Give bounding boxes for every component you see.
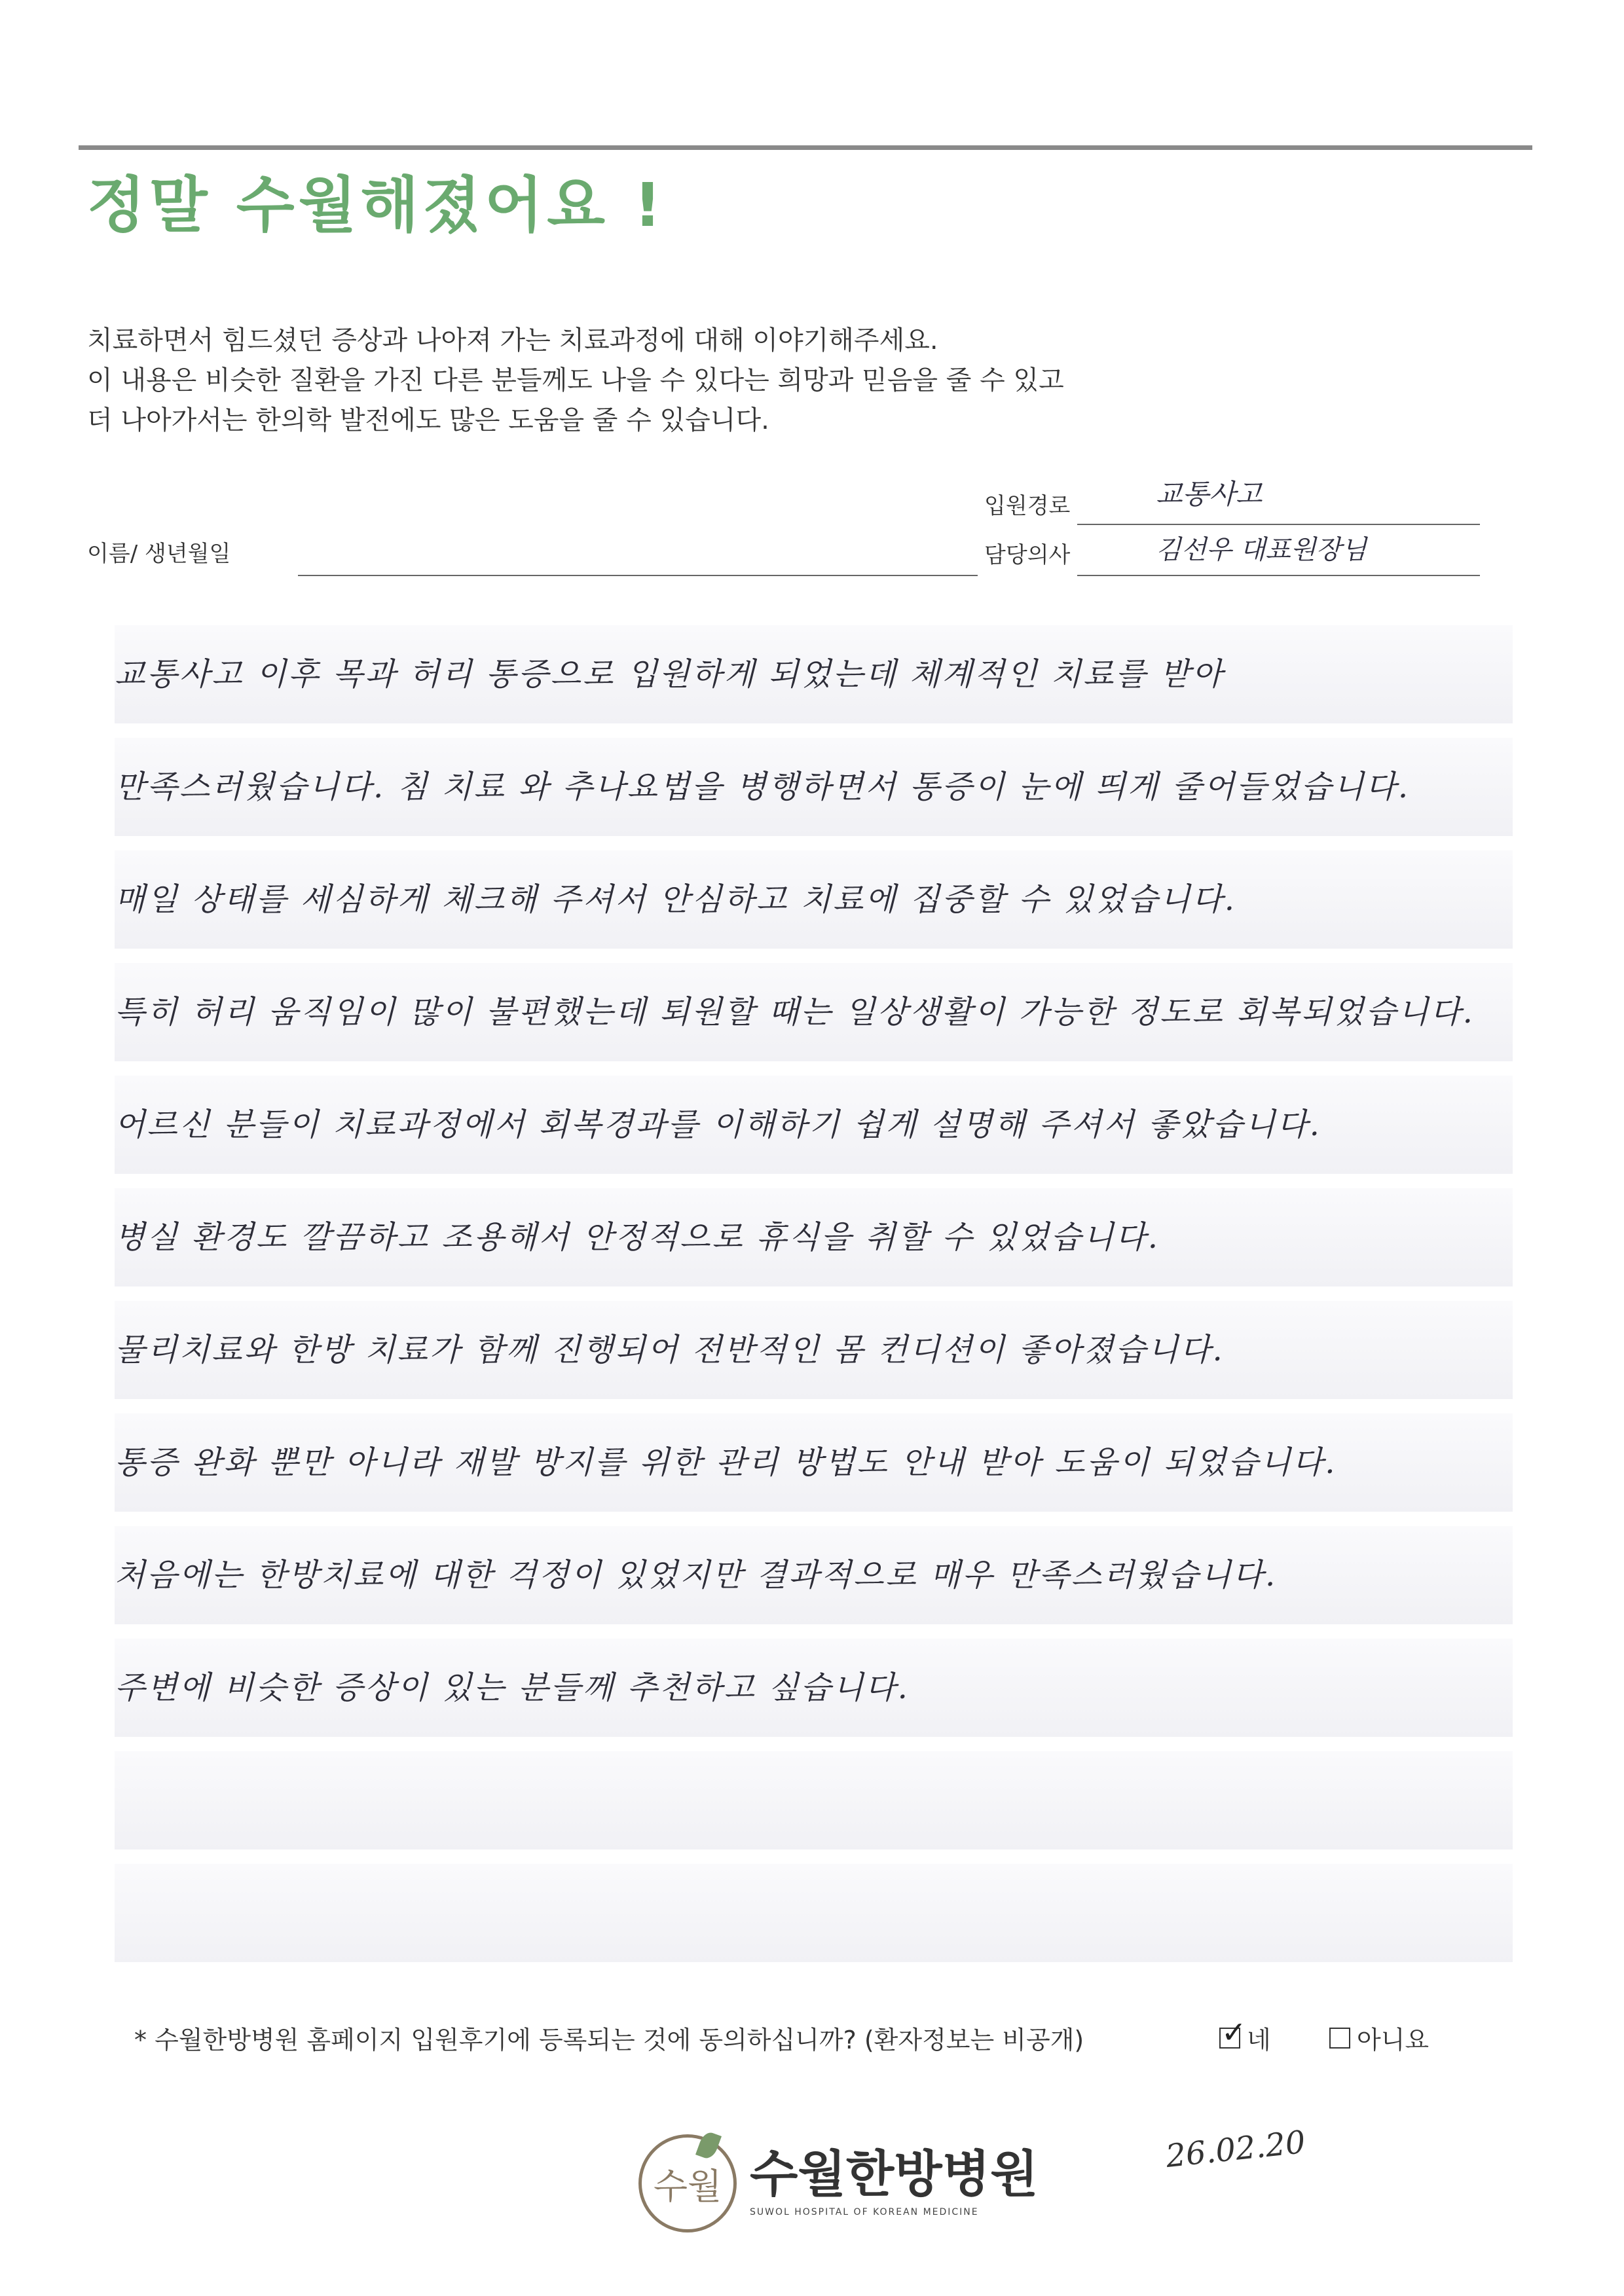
intro-text	[87, 321, 1064, 441]
hospital-logo	[638, 2134, 1039, 2232]
review-line: 만족스러웠습니다. 침 치료 와 추나요법을 병행하면서 통증이 눈에 띄게 줄어들었습니다.	[115, 769, 1411, 805]
consent-no-checkbox[interactable]	[1329, 2028, 1350, 2049]
route-underline	[1077, 524, 1480, 525]
intro-line: 이 내용은 비슷한 질환을 가진 다른 분들께도 나을 수 있다는 희망과 믿음을 줄 수 있고	[87, 365, 1064, 395]
handwritten-date: 26.02.20	[1164, 2123, 1308, 2176]
page-title: 정말 수월해졌어요 !	[87, 170, 665, 240]
consent-yes-option[interactable]	[1219, 2014, 1271, 2056]
review-line: 특히 허리 움직임이 많이 불편했는데 퇴원할 때는 일상생활이 가능한 정도로 회복되었습니다.	[115, 994, 1475, 1030]
intro-line: 치료하면서 힘드셨던 증상과 나아져 가는 치료과정에 대해 이야기해주세요.	[87, 325, 938, 355]
writing-band	[115, 1864, 1513, 1962]
consent-yes-checkbox[interactable]	[1219, 2014, 1247, 2050]
logo-text-block	[750, 2145, 1039, 2217]
review-line: 주변에 비슷한 증상이 있는 분들께 추천하고 싶습니다.	[115, 1669, 910, 1706]
review-line: 통증 완화 뿐만 아니라 재발 방지를 위한 관리 방법도 안내 받아 도움이 되었습니다.	[115, 1444, 1337, 1481]
leaf-icon	[695, 2130, 722, 2160]
route-value: 교통사고	[1156, 478, 1263, 510]
name-underline	[298, 575, 978, 576]
logo-mark-icon	[638, 2134, 737, 2232]
logo-mark-text: 수월	[653, 2165, 722, 2207]
doctor-value: 김선우 대표원장님	[1156, 535, 1367, 565]
top-rule	[79, 145, 1532, 150]
review-line: 매일 상태를 세심하게 체크해 주셔서 안심하고 치료에 집중할 수 있었습니다.	[115, 881, 1236, 918]
doctor-label: 담당의사	[984, 542, 1071, 568]
doctor-underline	[1077, 575, 1480, 576]
name-label: 이름/ 생년월일	[87, 541, 231, 567]
check-mark-icon: ✓	[1221, 2014, 1247, 2050]
review-line: 처음에는 한방치료에 대한 걱정이 있었지만 결과적으로 매우 만족스러웠습니다.	[115, 1557, 1278, 1594]
review-line: 어르신 분들이 치료과정에서 회복경과를 이해하기 쉽게 설명해 주셔서 좋았습니다.	[115, 1106, 1321, 1143]
consent-no-option[interactable]	[1329, 2020, 1429, 2056]
intro-line: 더 나아가서는 한의학 발전에도 많은 도움을 줄 수 있습니다.	[87, 405, 769, 435]
consent-question: * 수월한방병원 홈페이지 입원후기에 등록되는 것에 동의하십니까? (환자정보는 비공개)	[134, 2026, 1084, 2054]
logo-subtitle: SUWOL HOSPITAL OF KOREAN MEDICINE	[750, 2207, 979, 2217]
route-label: 입원경로	[984, 493, 1071, 519]
review-line: 물리치료와 한방 치료가 함께 진행되어 전반적인 몸 컨디션이 좋아졌습니다.	[115, 1332, 1225, 1368]
review-line: 교통사고 이후 목과 허리 통증으로 입원하게 되었는데 체계적인 치료를 받아	[115, 656, 1225, 693]
writing-band	[115, 1751, 1513, 1850]
logo-name: 수월한방병원	[750, 2145, 1039, 2203]
consent-no-label: 아니요	[1357, 2026, 1430, 2054]
consent-yes-label: 네	[1247, 2026, 1271, 2054]
review-line: 병실 환경도 깔끔하고 조용해서 안정적으로 휴식을 취할 수 있었습니다.	[115, 1219, 1160, 1256]
